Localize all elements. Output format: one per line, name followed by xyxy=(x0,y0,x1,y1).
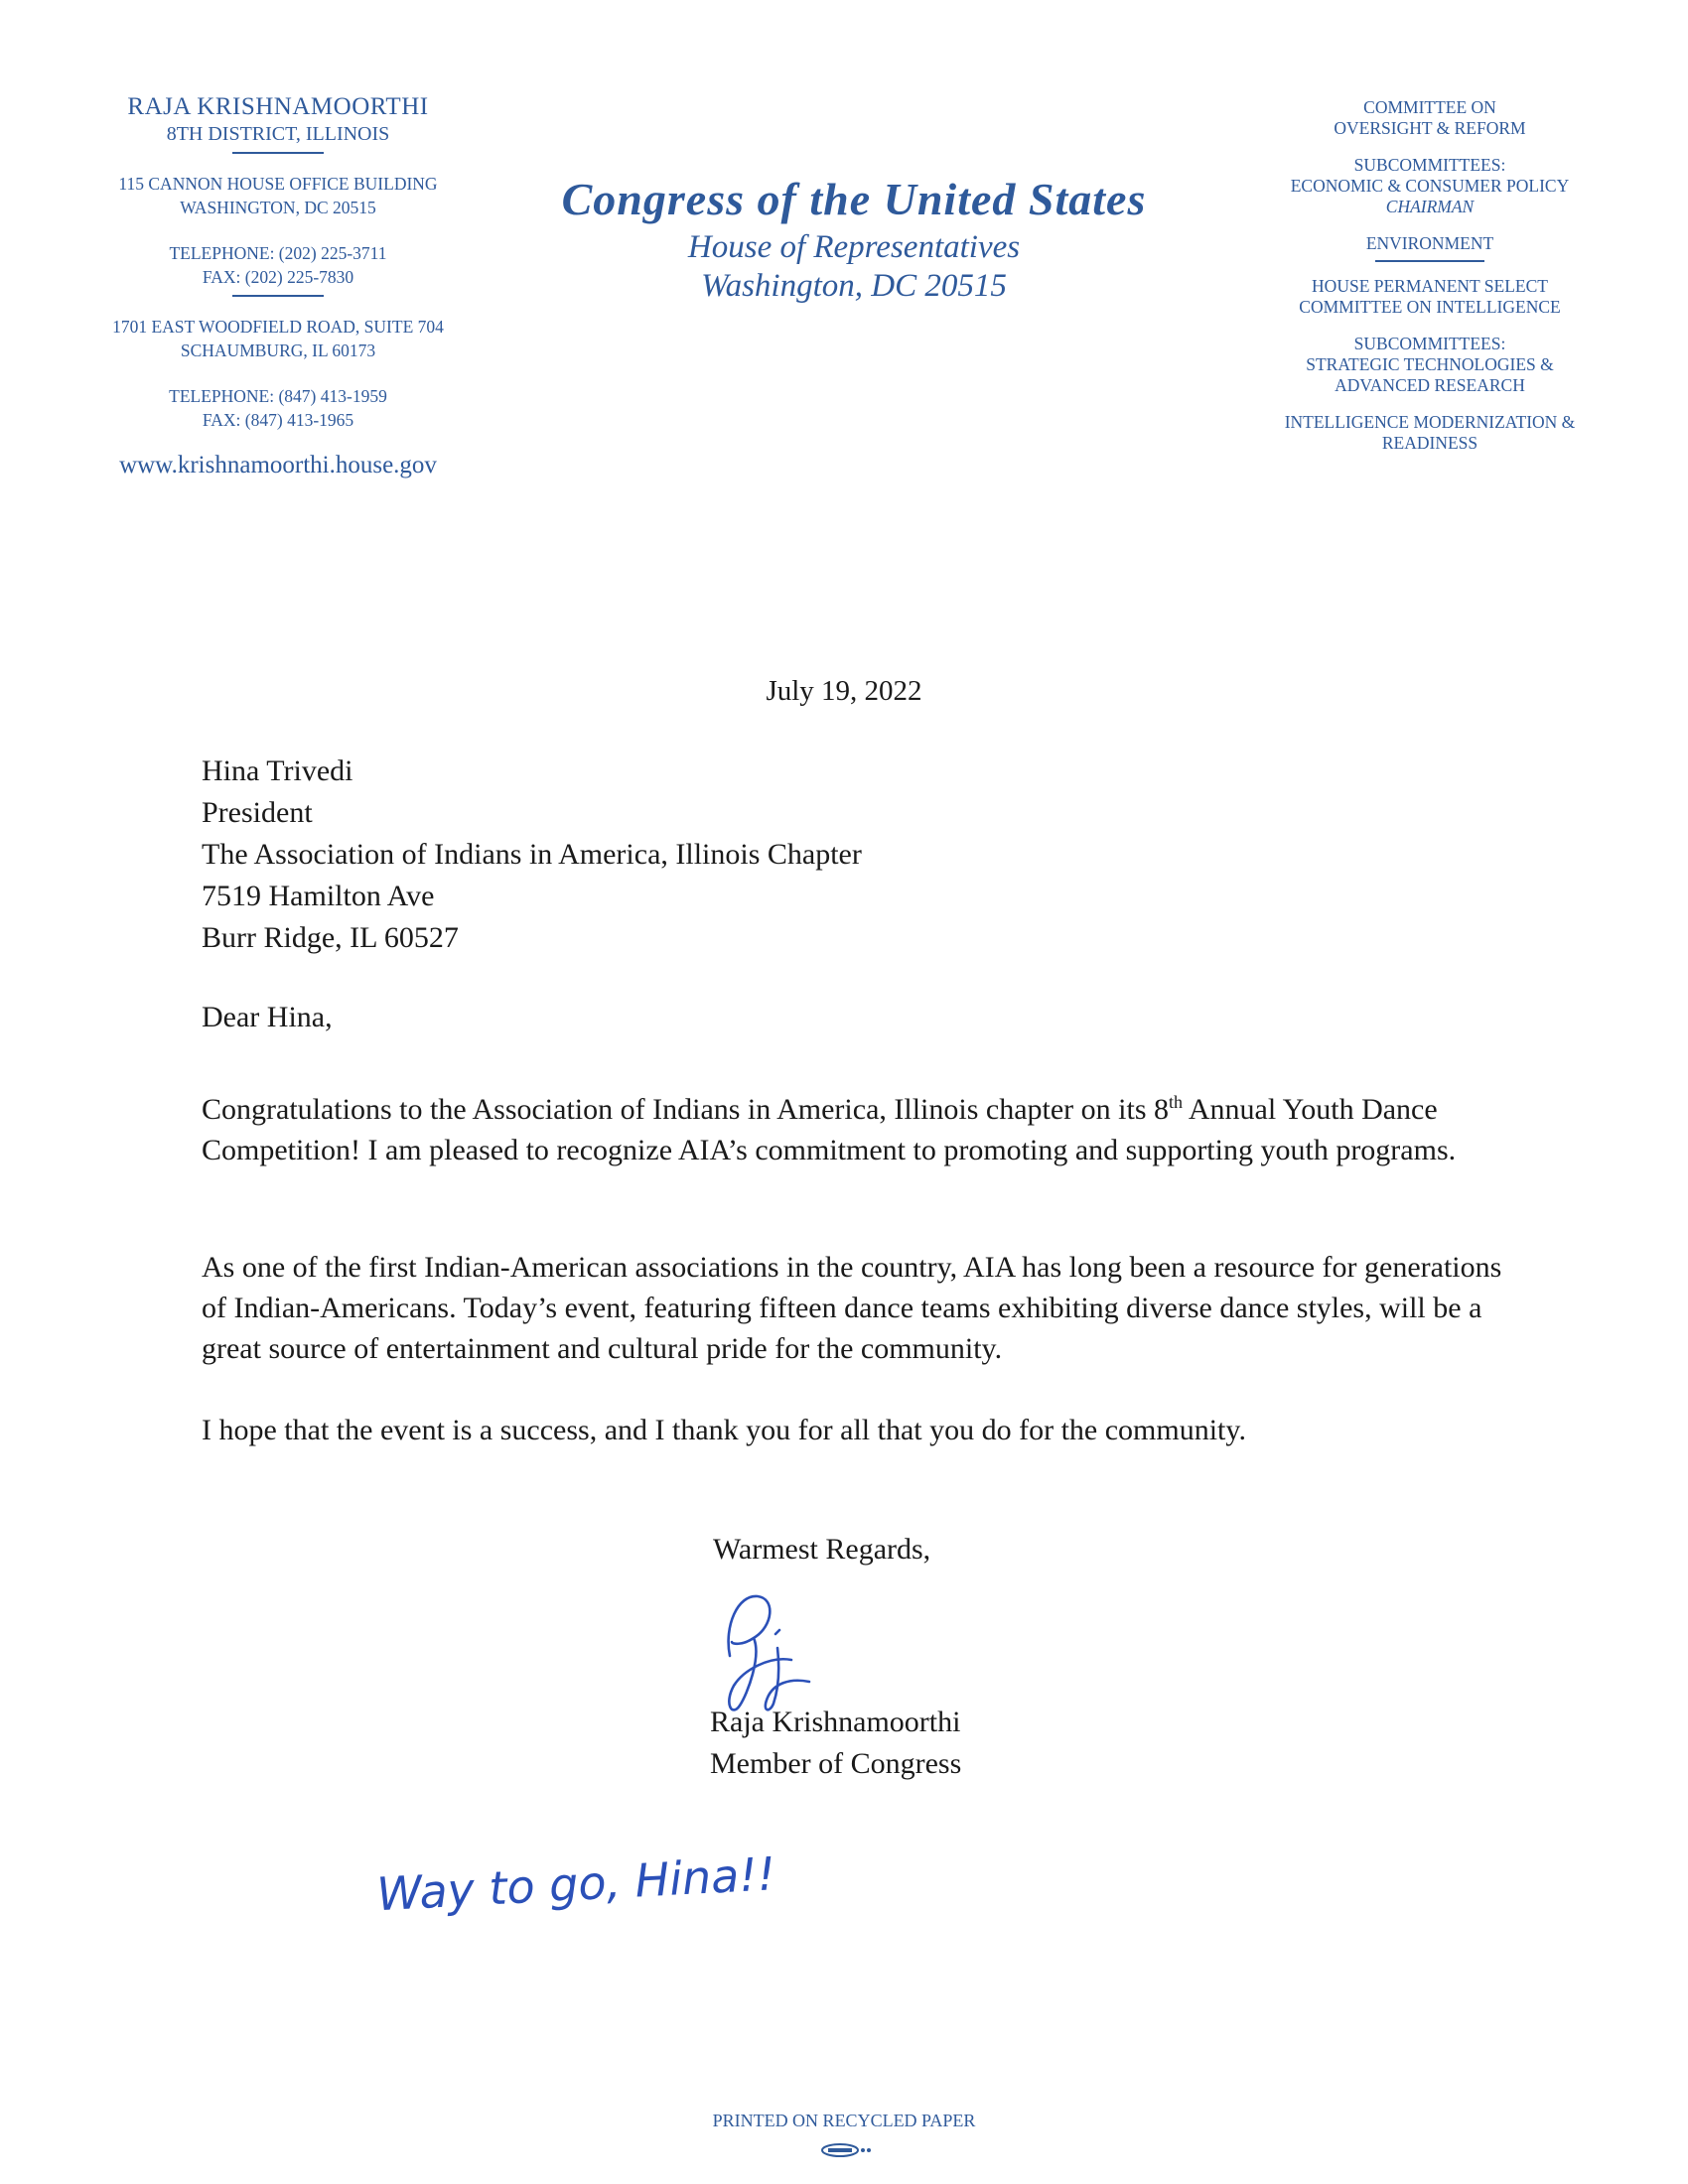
divider xyxy=(232,295,324,297)
committee-line: COMMITTEE ON INTELLIGENCE xyxy=(1299,297,1561,317)
recipient-title: President xyxy=(202,796,313,829)
district: 8TH DISTRICT, ILLINOIS xyxy=(166,123,390,145)
paragraph-2: As one of the first Indian-American associations in the country, AIA has long been a resource for generations of Indian-Americans. Today’s event, featuring fifteen dance teams exhibiting diverse dance styles, will be a great source of entertainment and cultural pride for the community. xyxy=(202,1251,1502,1365)
subcommittees-label: SUBCOMMITTEES: xyxy=(1353,334,1506,353)
signer-name: Raja Krishnamoorthi xyxy=(710,1706,961,1738)
website: www.krishnamoorthi.house.gov xyxy=(119,452,437,478)
signer-title: Member of Congress xyxy=(710,1747,962,1780)
dc-address-line-1: 115 CANNON HOUSE OFFICE BUILDING xyxy=(118,174,438,194)
recipient-name: Hina Trivedi xyxy=(202,754,353,787)
signer-block xyxy=(710,1702,961,1785)
district-address-line-1: 1701 EAST WOODFIELD ROAD, SUITE 704 xyxy=(112,317,444,337)
committee-line: COMMITTEE ON xyxy=(1363,97,1496,117)
district-address-line-2: SCHAUMBURG, IL 60173 xyxy=(180,341,376,360)
closing: Warmest Regards, xyxy=(713,1533,931,1566)
representative-name: RAJA KRISHNAMOORTHI xyxy=(127,93,429,120)
dc-fax: FAX: (202) 225-7830 xyxy=(202,267,354,287)
subcommittee-line: INTELLIGENCE MODERNIZATION & xyxy=(1284,412,1576,432)
recipient-address xyxy=(202,751,862,959)
paragraph-3: I hope that the event is a success, and I thank you for all that you do for the community. xyxy=(202,1414,1246,1446)
subcommittee-role: CHAIRMAN xyxy=(1385,197,1475,216)
dc-address-line-2: WASHINGTON, DC 20515 xyxy=(180,198,376,217)
svg-text:Way to go, Hina!!: Way to go, Hina!! xyxy=(375,1846,777,1922)
divider xyxy=(232,152,324,154)
committee-line: HOUSE PERMANENT SELECT xyxy=(1312,276,1548,296)
subcommittee-line: ENVIRONMENT xyxy=(1365,233,1494,253)
letterhead-right xyxy=(1241,97,1618,454)
handwritten-note xyxy=(372,1835,799,1924)
letterhead-left xyxy=(70,93,487,479)
district-telephone: TELEPHONE: (847) 413-1959 xyxy=(169,386,387,406)
subcommittees-label: SUBCOMMITTEES: xyxy=(1353,155,1506,175)
congress-title: Congress of the United States xyxy=(561,174,1147,224)
letterhead-center xyxy=(526,173,1182,305)
recipient-city: Burr Ridge, IL 60527 xyxy=(202,921,459,954)
subcommittee-line: ECONOMIC & CONSUMER POLICY xyxy=(1290,176,1570,196)
subcommittee-line: ADVANCED RESEARCH xyxy=(1335,375,1525,395)
dc-telephone: TELEPHONE: (202) 225-3711 xyxy=(169,243,387,263)
divider xyxy=(1375,260,1484,262)
recipient-street: 7519 Hamilton Ave xyxy=(202,880,435,912)
district-fax: FAX: (847) 413-1965 xyxy=(202,410,354,430)
recipient-organization: The Association of Indians in America, Illinois Chapter xyxy=(202,838,862,871)
committee-line: OVERSIGHT & REFORM xyxy=(1334,118,1526,138)
letter-date: July 19, 2022 xyxy=(766,675,922,707)
subcommittee-line: STRATEGIC TECHNOLOGIES & xyxy=(1306,354,1554,374)
subcommittee-line: READINESS xyxy=(1381,433,1478,453)
footer-recycled-paper: PRINTED ON RECYCLED PAPER xyxy=(712,2111,976,2130)
paragraph-1: Congratulations to the Association of Indians in America, Illinois chapter on its 8th Annual Youth Dance Competition! I am pleased to recognize AIA’s commitment to promoting and supporting youth programs. xyxy=(202,1092,1457,1166)
washington-line: Washington, DC 20515 xyxy=(701,268,1007,304)
recycled-paper-logo-icon xyxy=(816,2140,872,2160)
salutation: Dear Hina, xyxy=(202,1001,333,1033)
house-title: House of Representatives xyxy=(687,229,1021,265)
